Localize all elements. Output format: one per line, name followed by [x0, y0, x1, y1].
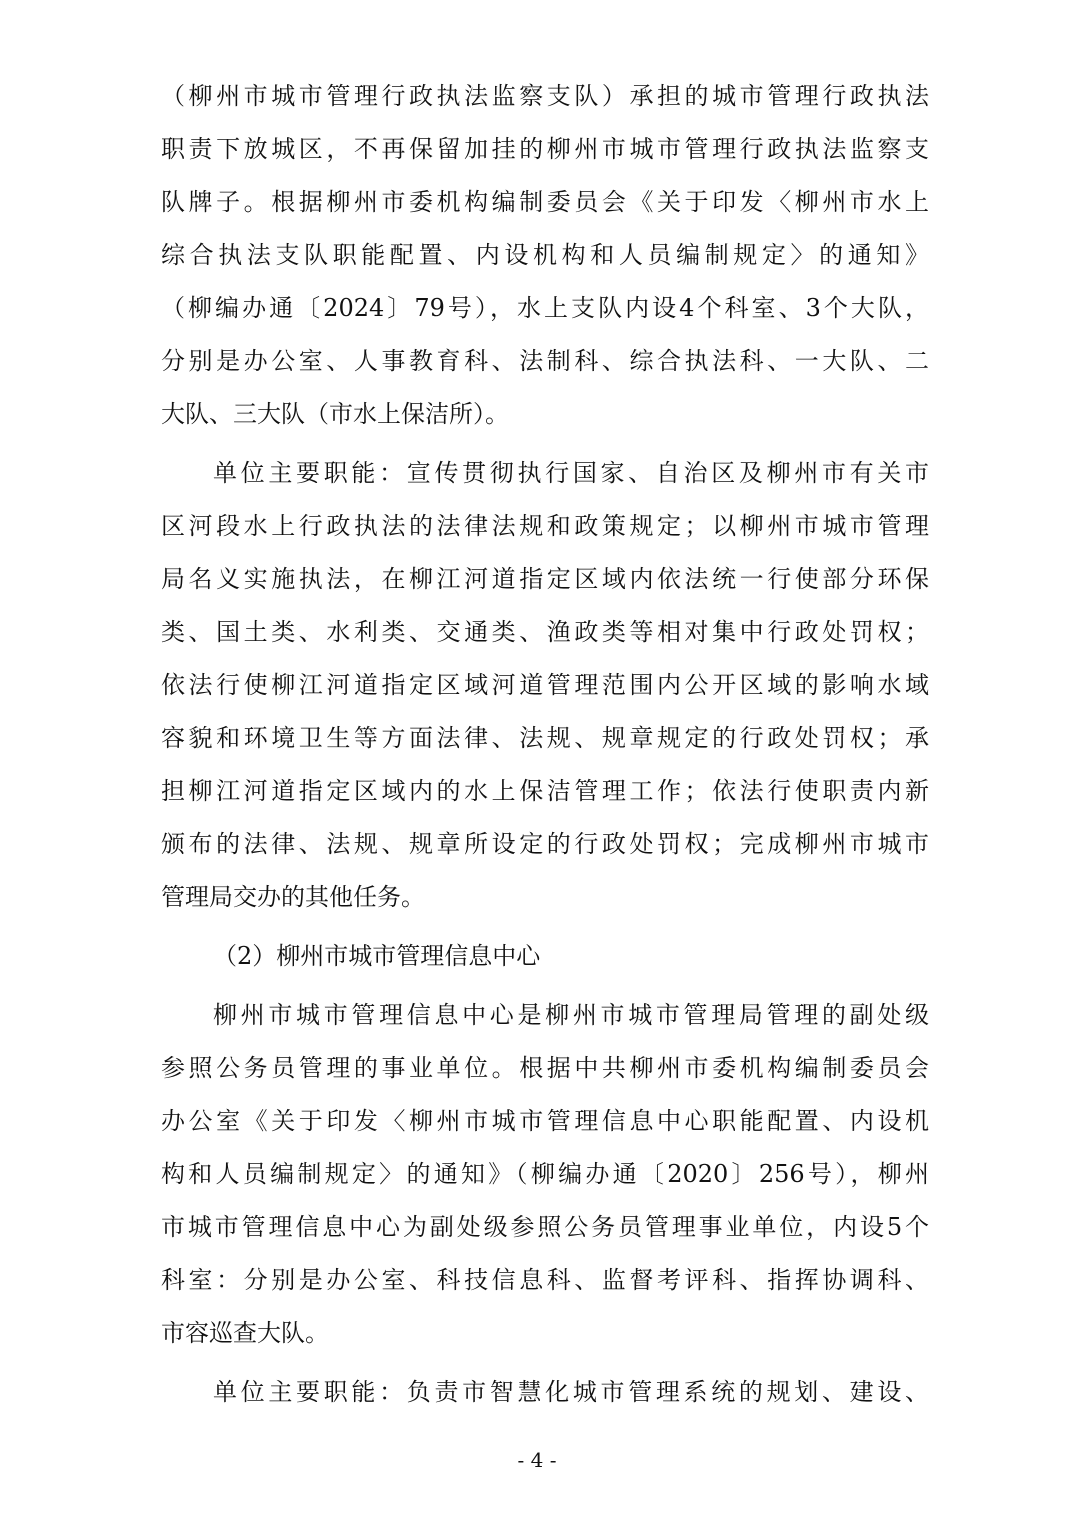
p1-line-3: 队牌子。根据柳州市委机构编制委员会《关于印发〈柳州市水上	[161, 188, 929, 216]
p1-line-7: 大队、三大队（市水上保洁所）。	[161, 400, 509, 428]
p2-line-8: 颁布的法律、法规、规章所设定的行政处罚权；完成柳州市城市	[161, 830, 929, 858]
p2-line-4: 类、国土类、水利类、交通类、渔政类等相对集中行政处罚权；	[161, 618, 929, 646]
p2-line-1: 单位主要职能：宣传贯彻执行国家、自治区及柳州市有关市	[213, 459, 929, 487]
p1-line-1: （柳州市城市管理行政执法监察支队）承担的城市管理行政执法	[161, 82, 929, 110]
p2-line-7: 担柳江河道指定区域内的水上保洁管理工作；依法行使职责内新	[161, 777, 929, 805]
p4-line-7: 市容巡查大队。	[161, 1319, 329, 1347]
p1-line-5: （柳编办通〔2024〕79号），水上支队内设4个科室、3个大队，	[161, 294, 929, 322]
p2-line-2: 区河段水上行政执法的法律法规和政策规定；以柳州市城市管理	[161, 512, 929, 540]
p2-line-5: 依法行使柳江河道指定区域河道管理范围内公开区域的影响水域	[161, 671, 929, 699]
p5-line-1: 单位主要职能：负责市智慧化城市管理系统的规划、建设、	[213, 1378, 929, 1406]
p4-line-6: 科室：分别是办公室、科技信息科、监督考评科、指挥协调科、	[161, 1266, 929, 1294]
p4-line-5: 市城市管理信息中心为副处级参照公务员管理事业单位，内设5个	[161, 1213, 929, 1241]
p4-line-4: 构和人员编制规定〉的通知》（柳编办通〔2020〕256号），柳州	[161, 1160, 929, 1188]
p1-line-2: 职责下放城区，不再保留加挂的柳州市城市管理行政执法监察支	[161, 135, 929, 163]
p4-line-2: 参照公务员管理的事业单位。根据中共柳州市委机构编制委员会	[161, 1054, 929, 1082]
p1-line-6: 分别是办公室、人事教育科、法制科、综合执法科、一大队、二	[161, 347, 929, 375]
section-heading: （2）柳州市城市管理信息中心	[213, 942, 541, 970]
p2-line-6: 容貌和环境卫生等方面法律、法规、规章规定的行政处罚权；承	[161, 724, 929, 752]
p4-line-3: 办公室《关于印发〈柳州市城市管理信息中心职能配置、内设机	[161, 1107, 929, 1135]
page-number: - 4 -	[517, 1448, 557, 1472]
p2-line-3: 局名义实施执法，在柳江河道指定区域内依法统一行使部分环保	[161, 565, 929, 593]
p4-line-1: 柳州市城市管理信息中心是柳州市城市管理局管理的副处级	[213, 1001, 929, 1029]
p1-line-4: 综合执法支队职能配置、内设机构和人员编制规定〉的通知》	[161, 241, 929, 269]
p2-line-9: 管理局交办的其他任务。	[161, 883, 425, 911]
